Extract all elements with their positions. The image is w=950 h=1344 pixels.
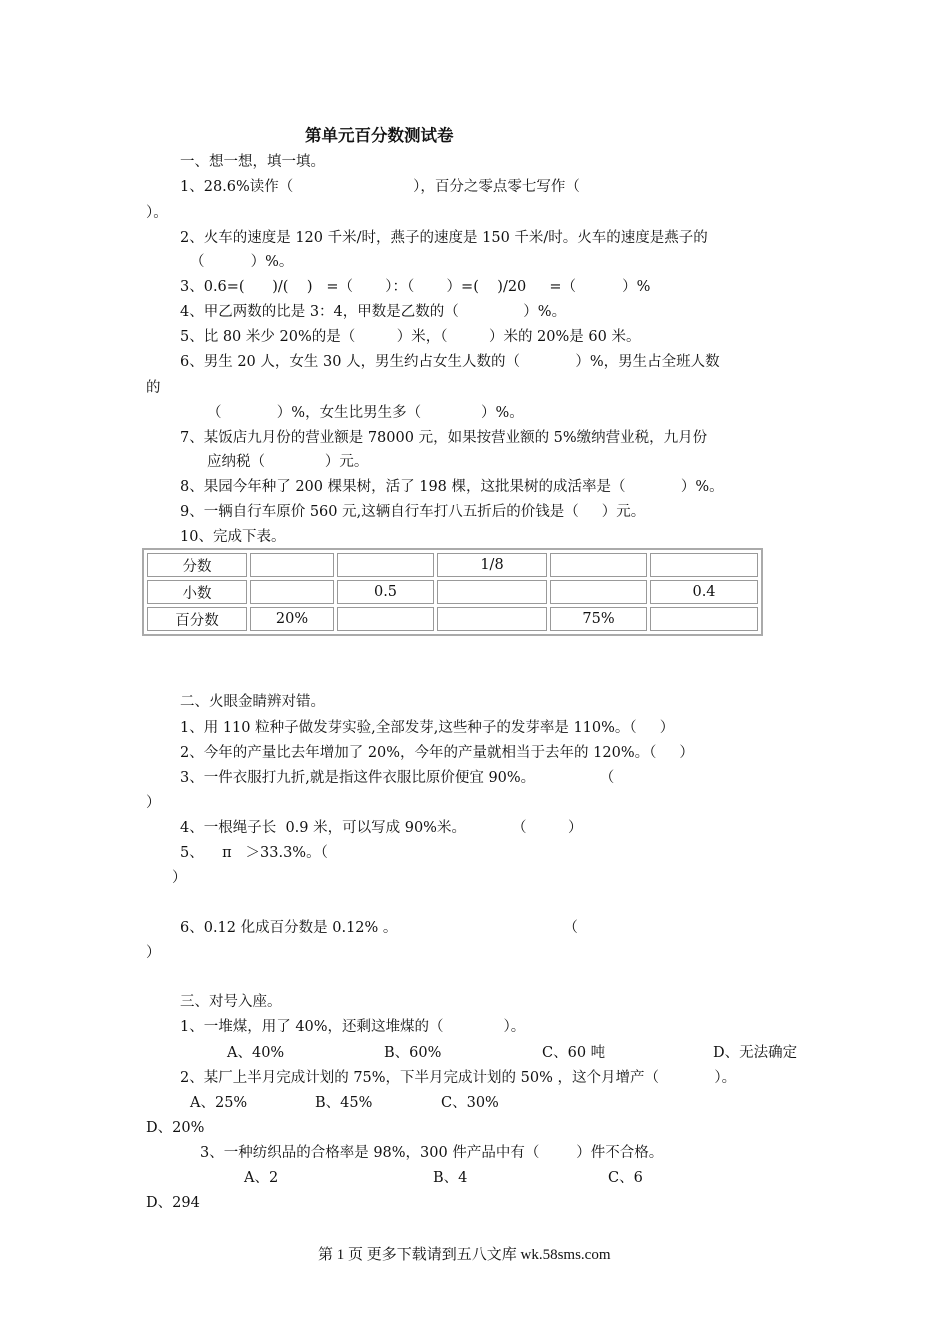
question-line: 1、用 110 粒种子做发芽实验,全部发芽,这些种子的发芽率是 110%。（ ） — [180, 720, 675, 736]
question-line: ）。 — [146, 205, 168, 221]
question-line: 2、某厂上半月完成计划的 75%，下半月完成计划的 50% ，这个月增产（ ）。 — [180, 1070, 737, 1086]
table-cell — [437, 607, 547, 631]
question-line: 2、今年的产量比去年增加了 20%，今年的产量就相当于去年的 120%。（ ） — [180, 745, 694, 761]
option-b: B、60% — [384, 1045, 442, 1061]
table-cell: 小数 — [147, 580, 247, 604]
question-line: 5、比 80 米少 20%的是（ ）米，（ ）米的 20%是 60 米。 — [180, 329, 641, 345]
option-c: C、30% — [441, 1095, 499, 1111]
table-cell — [650, 553, 758, 577]
question-line: 9、一辆自行车原价 560 元,这辆自行车打八五折后的价钱是（ ）元。 — [180, 504, 646, 520]
question-line: （ ）%。 — [190, 254, 294, 270]
question-line: 2、火车的速度是 120 千米/时，燕子的速度是 150 千米/时。火车的速度是燕子的 — [180, 230, 708, 246]
question-line: 3、一件衣服打九折,就是指这件衣服比原价便宜 90%。 （ — [180, 770, 615, 786]
question-line: 3、0.6=( )/( ) =（ ）：（ ）=( )/20 =（ ）% — [180, 279, 651, 295]
page-footer: 第 1 页 更多下载请到五八文库 wk.58sms.com — [318, 1247, 611, 1263]
question-line: ） — [146, 945, 161, 961]
section-heading: 二、火眼金睛辨对错。 — [180, 694, 325, 710]
option-d: D、20% — [146, 1120, 205, 1136]
table-cell — [337, 607, 434, 631]
table-row — [147, 580, 758, 604]
page-title: 第单元百分数测试卷 — [305, 126, 454, 145]
question-line: 应纳税（ ）元。 — [207, 454, 369, 470]
table-cell — [550, 580, 647, 604]
question-line: 的 — [146, 380, 161, 396]
table-cell — [250, 553, 334, 577]
table-cell — [337, 553, 434, 577]
table-cell — [250, 580, 334, 604]
option-a: A、25% — [190, 1095, 248, 1111]
table-cell: 百分数 — [147, 607, 247, 631]
option-a: A、2 — [244, 1170, 279, 1186]
option-b: B、4 — [433, 1170, 468, 1186]
table-cell — [550, 553, 647, 577]
question-line: 6、男生 20 人，女生 30 人，男生约占女生人数的（ ）%，男生占全班人数 — [180, 354, 720, 370]
table-cell: 0.4 — [650, 580, 758, 604]
option-d: D、294 — [146, 1195, 200, 1211]
question-line: 7、某饭店九月份的营业额是 78000 元，如果按营业额的 5%缴纳营业税，九月份 — [180, 430, 708, 446]
option-c: C、60 吨 — [542, 1045, 606, 1061]
option-a: A、40% — [227, 1045, 285, 1061]
question-line: 3、一种纺织品的合格率是 98%，300 件产品中有（ ）件不合格。 — [200, 1145, 664, 1161]
table-cell: 1/8 — [437, 553, 547, 577]
table-row — [147, 607, 758, 631]
question-line: 5、 π ＞33.3%。（ — [180, 845, 328, 861]
question-line: 4、一根绳子长 0.9 米，可以写成 90%米。 （ ） — [180, 820, 583, 836]
table-cell: 0.5 — [337, 580, 434, 604]
section-heading: 三、对号入座。 — [180, 994, 282, 1010]
table-row — [147, 553, 758, 577]
option-d: D、无法确定 — [713, 1045, 798, 1061]
question-line: 1、28.6%读作（ ），百分之零点零七写作（ — [180, 179, 580, 195]
question-line: 1、一堆煤，用了 40%，还剩这堆煤的（ ）。 — [180, 1019, 526, 1035]
question-line: ） — [172, 870, 187, 886]
table-cell: 75% — [550, 607, 647, 631]
question-line: 8、果园今年种了 200 棵果树，活了 198 棵，这批果树的成活率是（ ）%。 — [180, 479, 724, 495]
question-line: 6、0.12 化成百分数是 0.12% 。 （ — [180, 920, 578, 936]
question-line: ） — [146, 795, 161, 811]
section-heading: 一、想一想，填一填。 — [180, 154, 325, 170]
question-line: （ ）%，女生比男生多（ ）%。 — [207, 405, 524, 421]
question-line: 10、完成下表。 — [180, 529, 286, 545]
conversion-table — [142, 548, 763, 636]
question-line: 4、甲乙两数的比是 3：4，甲数是乙数的（ ）%。 — [180, 304, 567, 320]
option-c: C、6 — [608, 1170, 643, 1186]
option-b: B、45% — [315, 1095, 373, 1111]
table-cell: 分数 — [147, 553, 247, 577]
table-cell — [437, 580, 547, 604]
table-cell: 20% — [250, 607, 334, 631]
table-cell — [650, 607, 758, 631]
